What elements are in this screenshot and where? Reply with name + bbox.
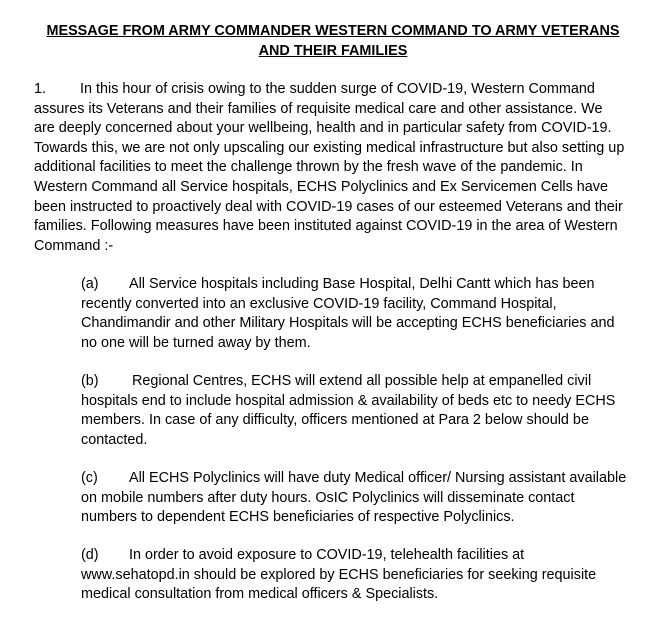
paragraph-line: Command :-: [34, 237, 114, 254]
paragraph-line: Towards this, we are not only upscaling our existing medical infrastructure but also setting up: [34, 139, 625, 156]
sub-paragraph-line: [81, 469, 641, 489]
sub-paragraph-a: [81, 275, 641, 353]
sub-paragraph-line: [81, 546, 641, 566]
sub-paragraph-text: Regional Centres, ECHS will extend all possible help at empanelled civil: [132, 373, 592, 389]
sub-paragraph-b: [81, 372, 641, 450]
sub-paragraph-line: Chandimandir and other Military Hospitals will be accepting ECHS beneficiaries and: [81, 315, 615, 332]
paragraph-number: 1.: [34, 81, 47, 97]
sub-paragraph-label: (d): [81, 547, 99, 563]
sub-paragraph-line: www.sehatopd.in should be explored by ECHS beneficiaries for seeking requisite: [81, 566, 597, 583]
paragraph-line: Western Command all Service hospitals, ECHS Polyclinics and Ex Servicemen Cells have: [34, 178, 608, 195]
sub-paragraph-label: (c): [81, 470, 98, 486]
sub-paragraph-line: numbers to dependent ECHS beneficiaries of respective Polyclinics.: [81, 509, 515, 526]
sub-paragraph-line: medical consultation from medical officers & Specialists.: [81, 586, 439, 603]
sub-paragraph-line: [81, 275, 641, 295]
sub-paragraph-line: hospitals end to include hospital admission & availability of beds etc to needy ECHS: [81, 392, 616, 409]
sub-paragraph-label: (a): [81, 276, 99, 292]
paragraph-1: [34, 80, 646, 256]
paragraph-line: additional facilities to meet the challenge thrown by the fresh wave of the pandemic. In: [34, 159, 583, 176]
sub-paragraph-text: In order to avoid exposure to COVID-19, telehealth facilities at: [129, 547, 525, 563]
title-line: AND THEIR FAMILIES: [258, 43, 408, 59]
sub-paragraph-text: All ECHS Polyclinics will have duty Medical officer/ Nursing assistant available: [129, 470, 627, 486]
paragraph-line: assures its Veterans and their families of requisite medical care and other assistance. We: [34, 100, 603, 117]
paragraph-line: [34, 80, 646, 100]
title-line: MESSAGE FROM ARMY COMMANDER WESTERN COMMAND TO ARMY VETERANS: [46, 23, 620, 39]
document-title: [20, 21, 646, 61]
paragraph-line: families. Following measures have been instituted against COVID-19 in the area of Western: [34, 218, 618, 235]
paragraph-line: are deeply concerned about your wellbeing, health and in particular safety from COVID-19.: [34, 120, 612, 137]
sub-paragraph-line: [81, 372, 641, 392]
sub-paragraph-label: (b): [81, 373, 99, 389]
sub-paragraph-text: All Service hospitals including Base Hospital, Delhi Cantt which has been: [129, 276, 595, 292]
sub-paragraph-line: recently converted into an exclusive COVID-19 facility, Command Hospital,: [81, 295, 557, 312]
sub-paragraph-line: no one will be turned away by them.: [81, 334, 311, 351]
sub-paragraph-c: [81, 469, 641, 528]
sub-paragraph-line: on mobile numbers after duty hours. OsIC Polyclinics will disseminate contact: [81, 489, 575, 506]
paragraph-line: been instructed to proactively deal with COVID-19 cases of our esteemed Veterans and their: [34, 198, 623, 215]
paragraph-text: In this hour of crisis owing to the sudden surge of COVID-19, Western Command: [80, 81, 595, 97]
sub-paragraph-line: contacted.: [81, 431, 148, 448]
sub-paragraph-d: [81, 546, 641, 605]
sub-paragraph-line: members. In case of any difficulty, officers mentioned at Para 2 below should be: [81, 412, 589, 429]
